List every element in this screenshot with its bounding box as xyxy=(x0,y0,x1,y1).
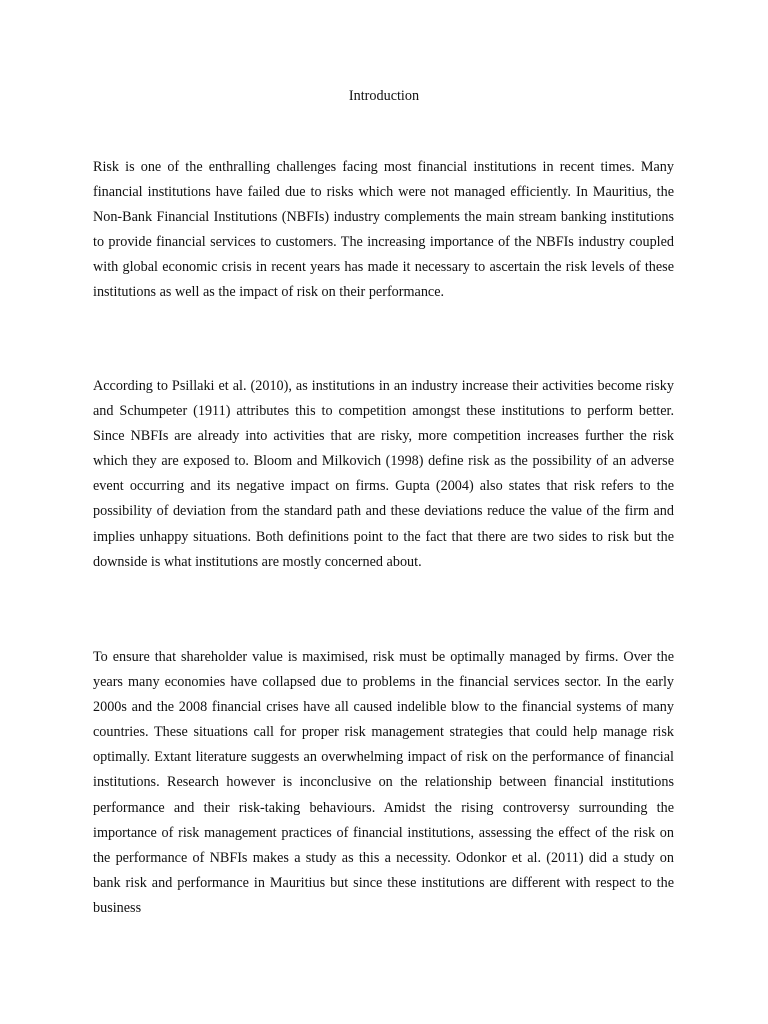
page-title: Introduction xyxy=(348,88,420,104)
paragraph-3: To ensure that shareholder value is maximised, risk must be optimally managed by firms. Over the years many economies have collapsed due to problems in the financial services sector. In the early 2000s and the 2008 financial crises have all caused indelible blow to the financial systems of many countries. These situations call for proper risk management strategies that could help manage risk optimally. Extant literature suggests an overwhelming impact of risk on the performance of financial institutions. Research however is inconclusive on the relationship between financial institutions performance and their risk-taking behaviours. Amidst the rising controversy surrounding the importance of risk management practices of financial institutions, assessing the effect of the risk on the performance of NBFIs makes a study as this a necessity. Odonkor et al. (2011) did a study on bank risk and performance in Mauritius but since these institutions are different with respect to the business xyxy=(93,649,674,916)
paragraph-1: Risk is one of the enthralling challenges facing most financial institutions in recent times. Many financial institutions have failed due to risks which were not managed efficiently. In Mauritius, the Non-Bank Financial Institutions (NBFIs) industry complements the main stream banking institutions to provide financial services to customers. The increasing importance of the NBFIs industry coupled with global economic crisis in recent years has made it necessary to ascertain the risk levels of these institutions as well as the impact of risk on their performance. xyxy=(93,159,674,301)
paragraph-2: According to Psillaki et al. (2010), as institutions in an industry increase their activities become risky and Schumpeter (1911) attributes this to competition amongst these institutions to perform better. Since NBFIs are already into activities that are risky, more competition increases further the risk which they are exposed to. Bloom and Milkovich (1998) define risk as the possibility of an adverse event occurring and its negative impact on firms. Gupta (2004) also states that risk refers to the possibility of deviation from the standard path and these deviations reduce the value of the firm and implies unhappy situations. Both definitions point to the fact that there are two sides to risk but the downside is what institutions are mostly concerned about. xyxy=(93,378,674,570)
